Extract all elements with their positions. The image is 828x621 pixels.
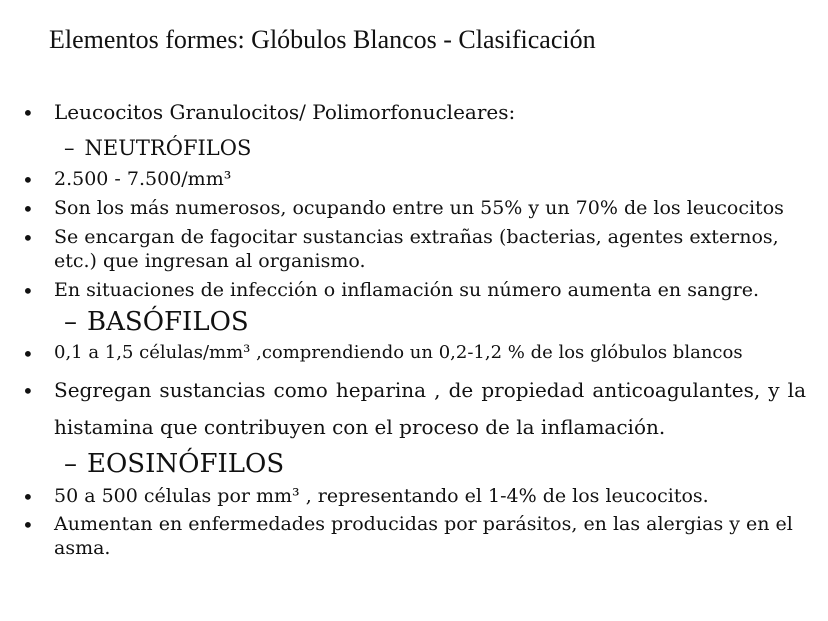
list-item-line: asma. [54, 537, 111, 559]
section-heading-basofilos [64, 307, 249, 337]
slide-title: Elementos formes: Glóbulos Blancos - Clasificación [49, 25, 596, 54]
dash-marker: – [64, 307, 77, 337]
bullet-marker: • [22, 513, 34, 537]
list-item: 2.500 - 7.500/mm³ [54, 168, 232, 190]
list-item: 0,1 a 1,5 células/mm³ ,comprendiendo un 0,2-1,2 % de los glóbulos blancos [54, 342, 743, 363]
list-item-line: etc.) que ingresan al organismo. [54, 250, 366, 272]
bullet-marker: • [22, 168, 34, 192]
heading-text: BASÓFILOS [87, 307, 249, 337]
dash-marker: – [64, 449, 77, 479]
bullet-marker: • [22, 342, 34, 366]
intro-text: Leucocitos Granulocitos/ Polimorfonucleares: [54, 100, 516, 124]
dash-marker: – [64, 136, 75, 160]
heading-text: NEUTRÓFILOS [84, 136, 252, 160]
list-item-line: histamina que contribuyen con el proceso de la inflamación. [54, 415, 666, 439]
bullet-marker: • [22, 379, 34, 403]
list-item: En situaciones de infección o inflamación su número aumenta en sangre. [54, 279, 760, 301]
section-heading-neutrofilos [64, 136, 251, 160]
bullet-marker: • [22, 279, 34, 303]
heading-text: EOSINÓFILOS [87, 449, 285, 479]
list-item-line: Segregan sustancias como heparina , de propiedad anticoagulantes, y la [54, 378, 806, 402]
list-item-line: Aumentan en enfermedades producidas por parásitos, en las alergias y en el [54, 513, 793, 535]
list-item-line: Se encargan de fagocitar sustancias extrañas (bacterias, agentes externos, [54, 226, 779, 248]
section-heading-eosinofilos [64, 449, 284, 479]
list-item: 50 a 500 células por mm³ , representando el 1-4% de los leucocitos. [54, 485, 709, 507]
bullet-marker: • [22, 101, 34, 125]
list-item: Son los más numerosos, ocupando entre un 55% y un 70% de los leucocitos [54, 197, 784, 219]
bullet-marker: • [22, 226, 34, 250]
bullet-marker: • [22, 197, 34, 221]
bullet-marker: • [22, 485, 34, 509]
